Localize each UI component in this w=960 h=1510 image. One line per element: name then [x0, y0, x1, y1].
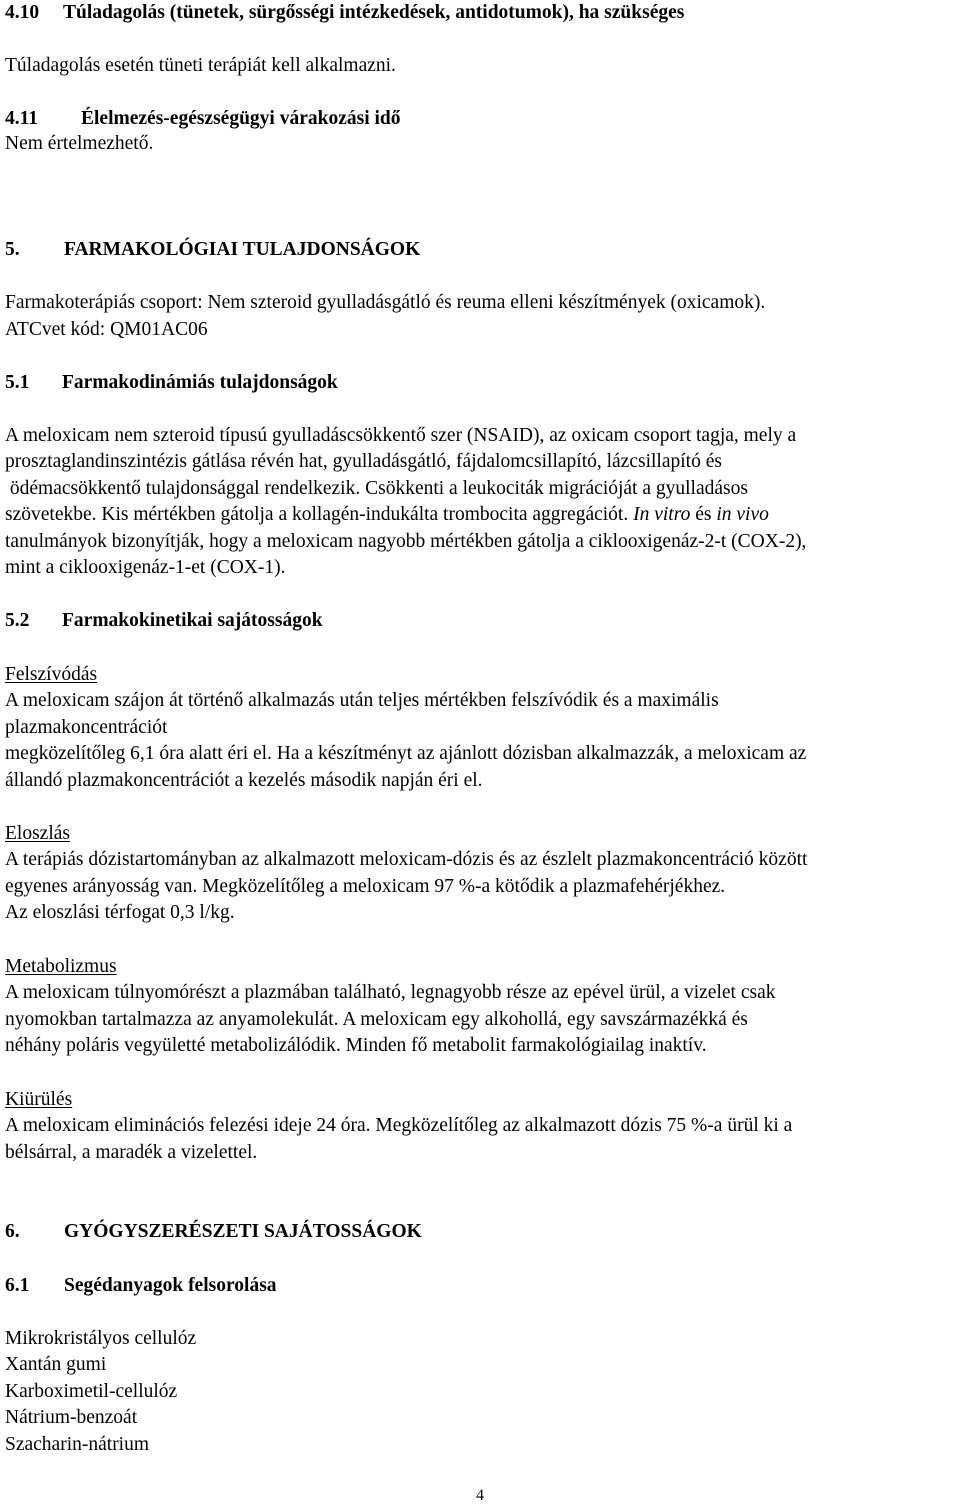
section-number: 5.2 — [5, 610, 30, 631]
page-number: 4 — [476, 1487, 484, 1504]
text-line: A meloxicam eliminációs felezési ideje 24 óra. Megközelítőleg az alkalmazott dózis 75 %-a ürül ki a — [5, 1115, 793, 1136]
excipient-item: Mikrokristályos cellulóz — [5, 1328, 197, 1349]
section-title: Segédanyagok felsorolása — [64, 1275, 277, 1296]
subheading-distribution: Eloszlás — [5, 823, 70, 844]
section-number: 4.10 — [5, 2, 40, 23]
paragraph-pharmacotherapeutic-group: Farmakoterápiás csoport: Nem szteroid gyulladásgátló és reuma elleni készítmények (oxicamok). — [5, 292, 766, 313]
excipient-item: Szacharin-nátrium — [5, 1434, 150, 1455]
text-line: plazmakoncentrációt — [5, 717, 168, 738]
excipient-item: Xantán gumi — [5, 1354, 107, 1375]
text-line: mint a ciklooxigenáz-1-et (COX-1). — [5, 557, 286, 578]
section-title: GYÓGYSZERÉSZETI SAJÁTOSSÁGOK — [64, 1221, 422, 1242]
section-heading-4-10 — [5, 0, 684, 27]
text-line: bélsárral, a maradék a vizelettel. — [5, 1142, 258, 1163]
section-title: FARMAKOLÓGIAI TULAJDONSÁGOK — [64, 239, 421, 260]
text-line: Az eloszlási térfogat 0,3 l/kg. — [5, 902, 235, 923]
subheading-metabolism: Metabolizmus — [5, 956, 117, 977]
section-heading-5 — [5, 237, 420, 264]
section-title: Túladagolás (tünetek, sürgősségi intézkedések, antidotumok), ha szükséges — [63, 2, 685, 23]
section-number: 5. — [5, 239, 20, 260]
paragraph-withdrawal: Nem értelmezhető. — [5, 133, 154, 154]
text-line: egyenes arányosság van. Megközelítőleg a meloxicam 97 %-a kötődik a plazmafehérjékhez. — [5, 876, 726, 897]
paragraph-overdose: Túladagolás esetén tüneti terápiát kell alkalmazni. — [5, 55, 396, 76]
text-line: A meloxicam nem szteroid típusú gyulladáscsökkentő szer (NSAID), az oxicam csoport tagja, mely a — [5, 425, 797, 446]
section-number: 6. — [5, 1221, 20, 1242]
text-line: A terápiás dózistartományban az alkalmazott meloxicam-dózis és az észlelt plazmakoncentráció között — [5, 849, 808, 870]
subheading-excretion: Kiürülés — [5, 1089, 73, 1110]
text-line — [5, 502, 769, 529]
text-line: állandó plazmakoncentrációt a kezelés második napján éri el. — [5, 770, 483, 791]
text-run: szövetekbe. Kis mértékben gátolja a kollagén-indukálta trombocita aggregációt. — [5, 504, 634, 525]
section-number: 5.1 — [5, 372, 30, 393]
text-line: tanulmányok bizonyítják, hogy a meloxicam nagyobb mértékben gátolja a ciklooxigenáz-2-t (COX-2), — [5, 531, 807, 552]
italic-term: In vitro — [633, 504, 691, 525]
text-line: prosztaglandinszintézis gátlása révén hat, gyulladásgátló, fájdalomcsillapító, lázcsillapító és — [5, 451, 722, 472]
section-title: Farmakokinetikai sajátosságok — [62, 610, 323, 631]
section-heading-6 — [5, 1219, 422, 1246]
section-heading-5-2 — [5, 608, 323, 635]
text-line: nyomokban tartalmazza az anyamolekulát. A meloxicam egy alkohollá, egy savszármazékká és — [5, 1009, 748, 1030]
section-heading-6-1 — [5, 1273, 277, 1300]
text-line: A meloxicam szájon át történő alkalmazás után teljes mértékben felszívódik és a maximális — [5, 690, 719, 711]
section-heading-5-1 — [5, 370, 338, 397]
text-line: A meloxicam túlnyomórészt a plazmában található, legnagyobb része az epével ürül, a vizelet csak — [5, 982, 776, 1003]
subheading-absorption: Felszívódás — [5, 664, 98, 685]
section-title: Élelmezés-egészségügyi várakozási idő — [81, 108, 401, 129]
text-line: megközelítőleg 6,1 óra alatt éri el. Ha a készítményt az ajánlott dózisban alkalmazzák, a meloxicam az — [5, 743, 807, 764]
text-line: ödémacsökkentő tulajdonsággal rendelkezik. Csökkenti a leukociták migrációját a gyulladásos — [5, 478, 748, 499]
section-title: Farmakodinámiás tulajdonságok — [62, 372, 338, 393]
paragraph-atcvet-code: ATCvet kód: QM01AC06 — [5, 319, 208, 340]
section-number: 4.11 — [5, 108, 39, 129]
excipient-item: Karboximetil-cellulóz — [5, 1381, 178, 1402]
section-number: 6.1 — [5, 1275, 30, 1296]
text-run: és — [690, 504, 717, 525]
italic-term: in vivo — [716, 504, 769, 525]
excipient-item: Nátrium-benzoát — [5, 1407, 138, 1428]
text-line: néhány poláris vegyületté metabolizálódik. Minden fő metabolit farmakológiailag inaktív. — [5, 1035, 707, 1056]
section-heading-4-11 — [5, 106, 401, 133]
